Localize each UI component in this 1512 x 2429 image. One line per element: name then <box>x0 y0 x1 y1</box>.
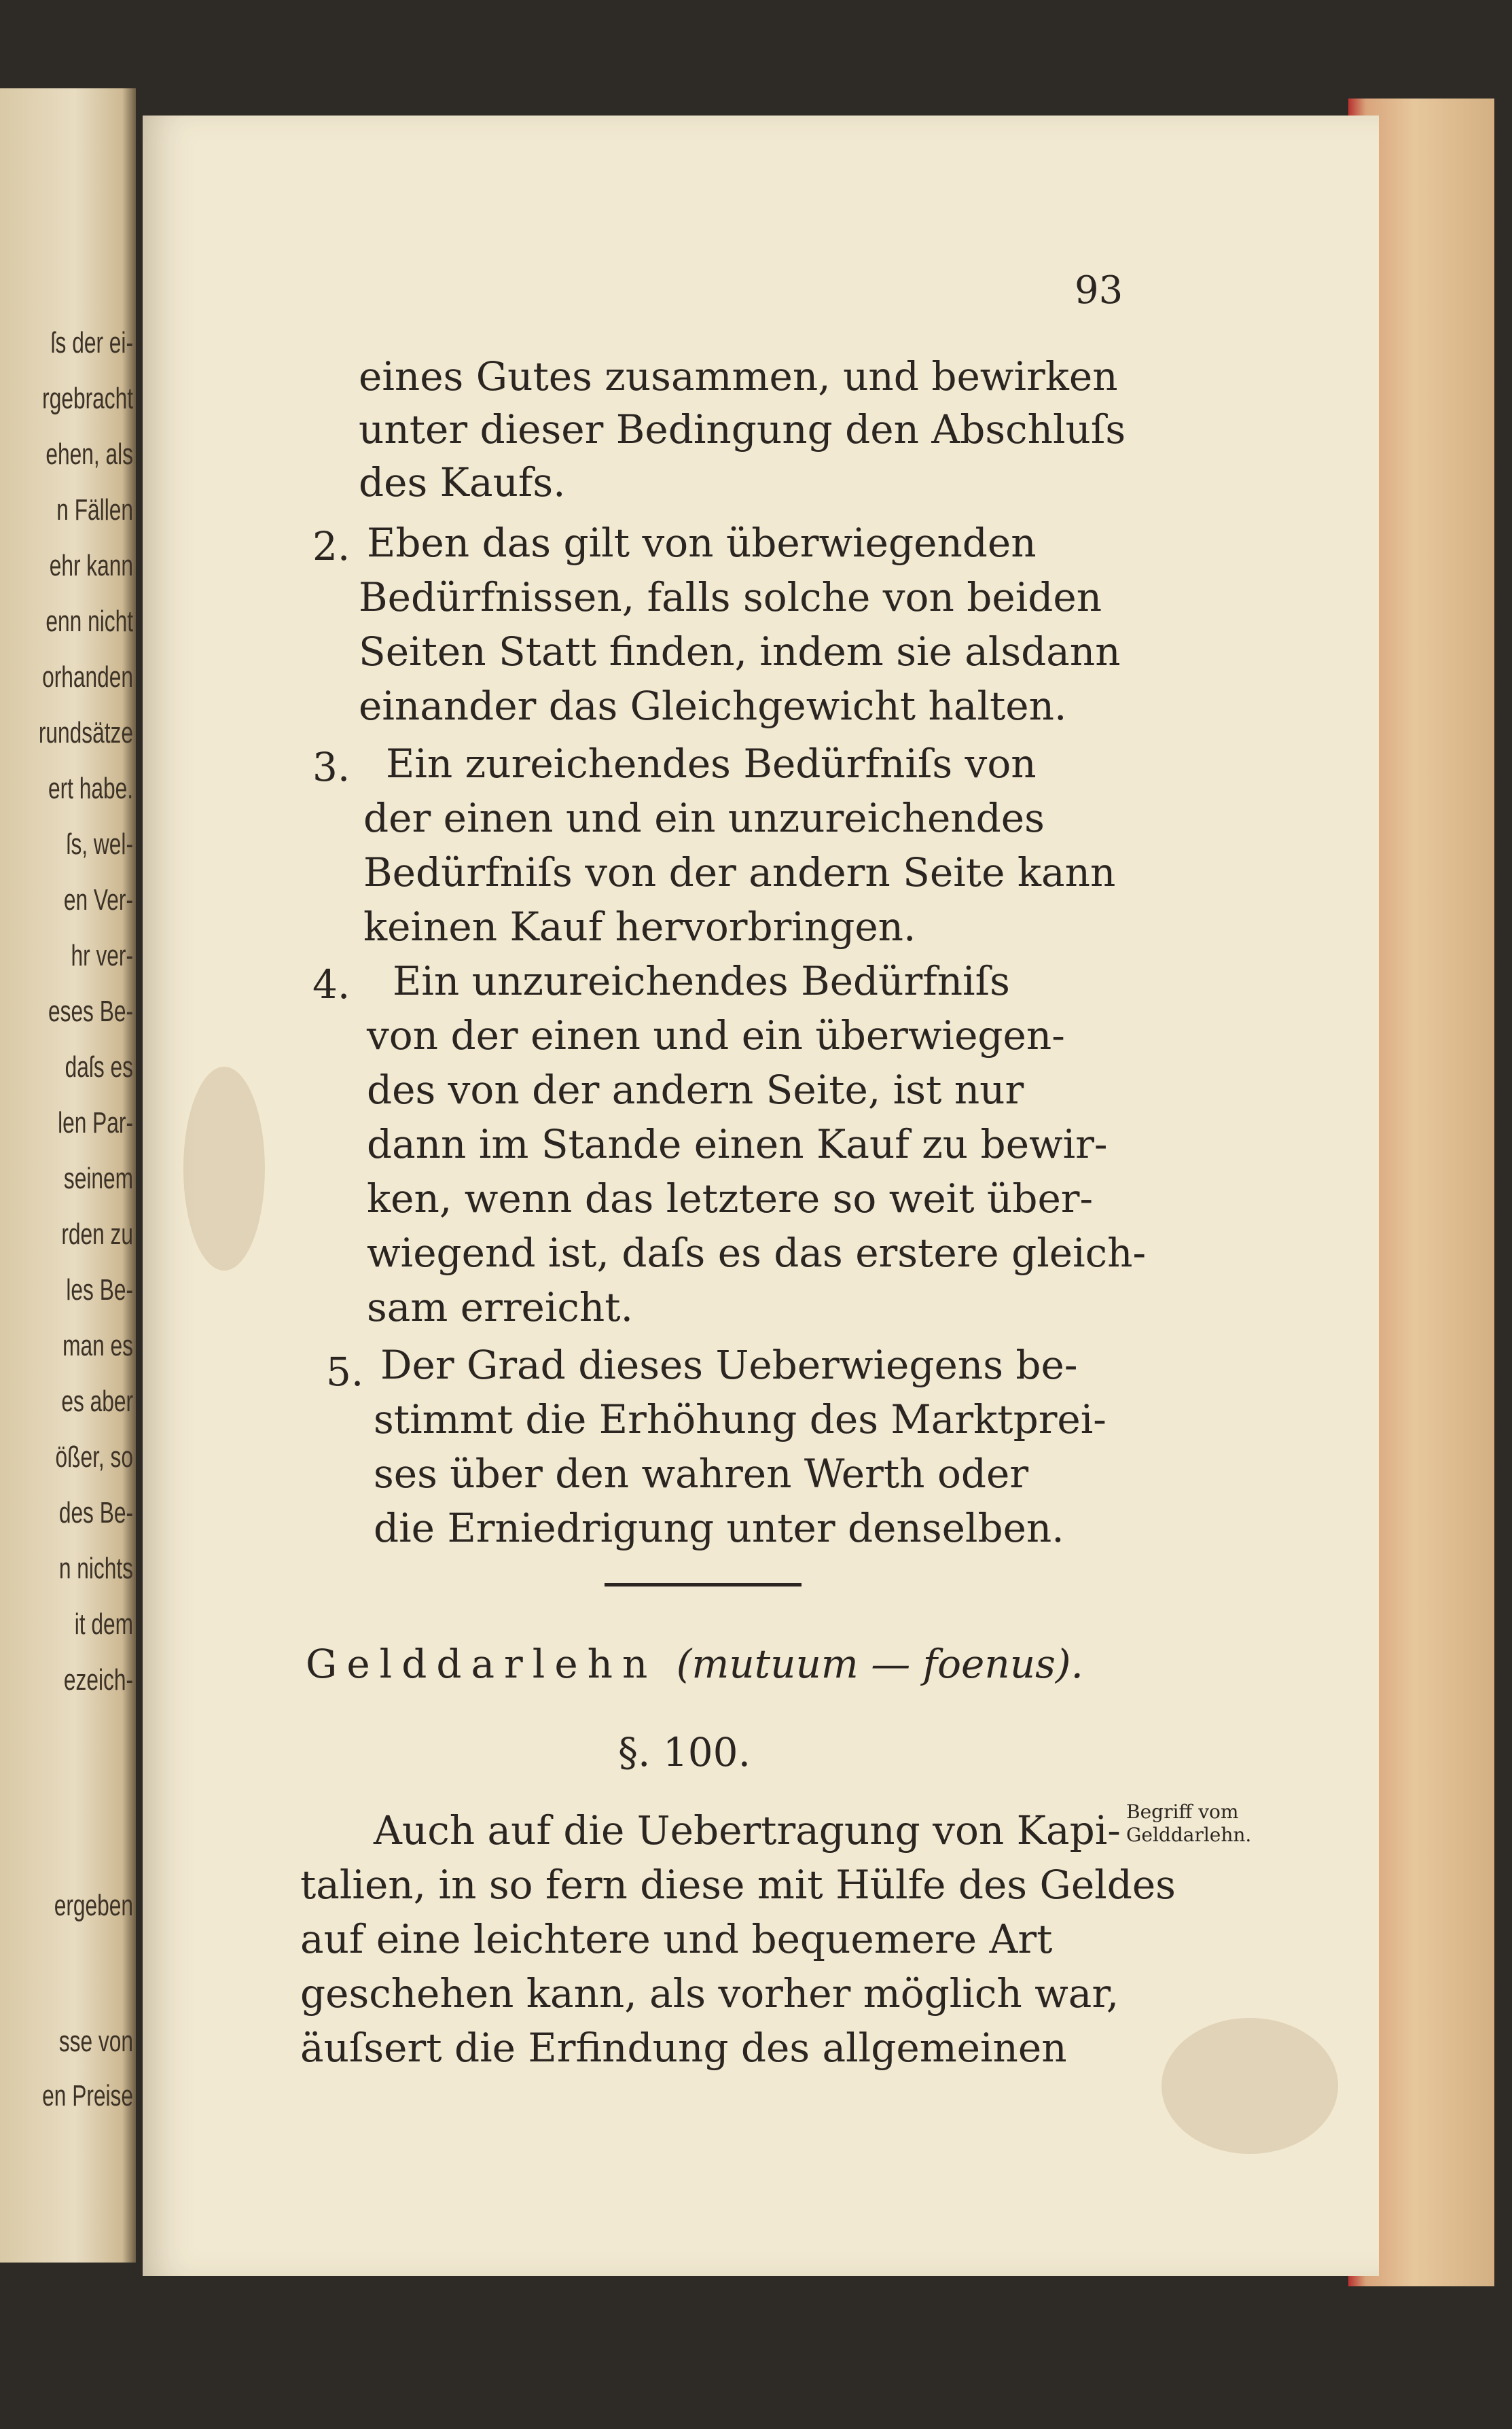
page-number: 93 <box>1075 268 1123 313</box>
left-line: es aber <box>61 1385 133 1418</box>
left-line: hr ver- <box>71 939 133 972</box>
text-line: Auch auf die Uebertragung von Kapi- <box>374 1807 1121 1854</box>
text-line: von der einen und ein überwiegen- <box>367 1012 1065 1059</box>
text-line: eines Gutes zusammen, und bewirken <box>359 353 1118 400</box>
text-line: Bedürfnissen, falls solche von beiden <box>359 574 1102 620</box>
text-line: talien, in so fern diese mit Hülfe des Geldes <box>300 1862 1176 1908</box>
left-line: en Ver- <box>63 883 133 917</box>
list-number: 2. <box>312 523 350 569</box>
text-line: dann im Stande einen Kauf zu bewir- <box>367 1121 1108 1167</box>
text-line: stimmt die Erhöhung des Marktprei- <box>374 1396 1106 1442</box>
margin-note-line: Begriff vom <box>1126 1801 1239 1823</box>
text-line: einander das Gleichgewicht halten. <box>359 683 1067 729</box>
left-page-edge <box>0 88 136 2263</box>
left-line: ößer, so <box>55 1440 133 1474</box>
left-line: ert habe. <box>48 772 133 805</box>
left-line: rgebracht <box>42 382 133 415</box>
text-line: wiegend ist, daſs es das erstere gleich- <box>367 1230 1147 1276</box>
text-line: sam erreicht. <box>367 1284 634 1330</box>
margin-note-line: Gelddarlehn. <box>1126 1823 1252 1846</box>
left-line: en Preise <box>42 2079 133 2112</box>
text-line: ses über den wahren Werth oder <box>374 1451 1029 1497</box>
margin-note <box>1126 1801 1251 1846</box>
left-line: ehr kann <box>49 549 133 582</box>
text-line: des Kaufs. <box>359 459 566 506</box>
heading-latin: (mutuum — foenus). <box>676 1641 1083 1687</box>
text-line: die Erniedrigung unter denselben. <box>374 1505 1064 1551</box>
paragraph-number: §. 100. <box>618 1729 751 1775</box>
left-line: ehen, als <box>46 438 133 471</box>
left-line: sse von <box>58 2025 133 2058</box>
left-line: ergeben <box>54 1889 133 1922</box>
list-number: 4. <box>312 961 350 1008</box>
text-line: Bedürfniſs von der andern Seite kann <box>363 849 1116 896</box>
left-line: orhanden <box>42 660 133 694</box>
text-line: des von der andern Seite, ist nur <box>367 1067 1024 1113</box>
left-line: enn nicht <box>46 605 133 638</box>
text-line: unter dieser Bedingung den Abschluſs <box>359 406 1126 453</box>
heading-main: Gelddarlehn <box>306 1641 658 1687</box>
left-line: les Be- <box>66 1273 133 1307</box>
page-stain <box>183 1067 265 1271</box>
text-line: Ein unzureichendes Bedürfniſs <box>393 958 1010 1004</box>
left-line: n Fällen <box>56 493 133 527</box>
section-heading <box>306 1641 1083 1687</box>
left-line: it dem <box>74 1608 133 1641</box>
left-line: ſs, wel- <box>66 828 133 861</box>
text-line: auf eine leichtere und bequemere Art <box>300 1916 1053 1962</box>
text-line: Der Grad dieses Ueberwiegens be- <box>380 1342 1078 1388</box>
left-line: ſs der ei- <box>50 326 133 359</box>
left-line: des Be- <box>58 1496 133 1529</box>
list-number: 5. <box>326 1349 364 1395</box>
left-line: len Par- <box>58 1106 133 1139</box>
text-line: Seiten Statt finden, indem sie alsdann <box>359 628 1121 675</box>
left-line: rundsätze <box>38 716 134 749</box>
left-line: seinem <box>63 1162 133 1195</box>
text-line: keinen Kauf hervorbringen. <box>363 904 916 950</box>
text-line: äuſsert die Erfindung des allgemeinen <box>300 2025 1067 2071</box>
page-stain <box>1162 2018 1338 2154</box>
list-number: 3. <box>312 744 350 790</box>
section-divider <box>605 1583 802 1586</box>
text-line: Eben das gilt von überwiegenden <box>367 520 1037 566</box>
left-line: ezeich- <box>63 1663 133 1697</box>
text-line: Ein zureichendes Bedürfniſs von <box>386 741 1037 787</box>
text-line: der einen und ein unzureichendes <box>363 795 1045 841</box>
left-line: eses Be- <box>48 995 133 1028</box>
text-line: ken, wenn das letztere so weit über- <box>367 1175 1094 1222</box>
left-line: n nichts <box>58 1552 133 1585</box>
left-line: daſs es <box>65 1050 133 1084</box>
text-line: geschehen kann, als vorher möglich war, <box>300 1970 1119 2017</box>
book-page <box>143 116 1379 2276</box>
left-line: rden zu <box>61 1218 133 1251</box>
left-line: man es <box>62 1329 133 1362</box>
